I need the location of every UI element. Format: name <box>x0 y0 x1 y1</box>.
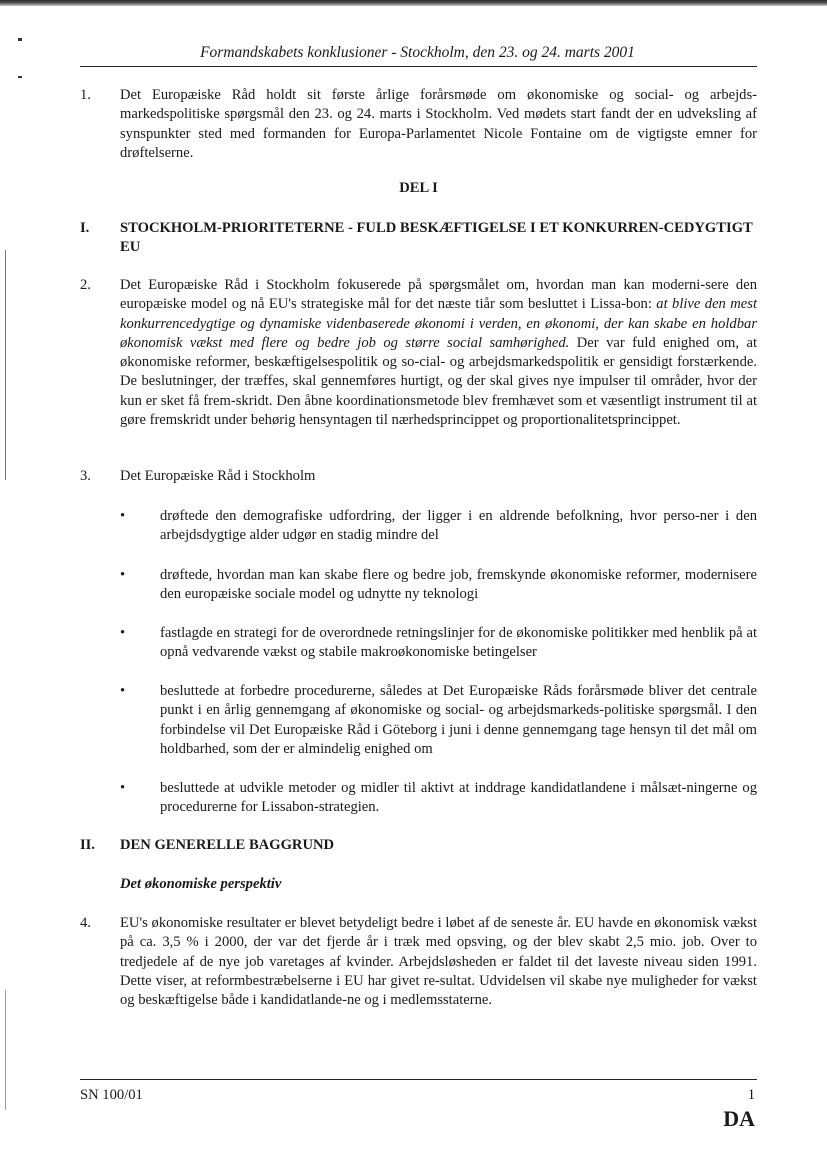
paragraph-1 <box>80 86 757 163</box>
bullet-text: besluttede at udvikle metoder og midler til aktivt at inddrage kandidatlandene i målsæt-ningerne og procedurerne for Lissabon-strategien. <box>160 780 757 816</box>
scan-edge <box>0 0 827 6</box>
bullet-icon: • <box>120 625 126 641</box>
bullet-text: fastlagde en strategi for de overordnede retningslinjer for de økonomiske politikker med henblik på at opnå vedvarende vækst og stabile makroøkonomiske betingelser <box>160 625 757 661</box>
paragraph-2 <box>80 276 757 430</box>
document-reference: SN 100/01 <box>80 1087 143 1103</box>
bullet-item <box>120 507 757 546</box>
scan-mark <box>18 38 22 41</box>
scan-mark <box>5 990 6 1110</box>
paragraph-number: 1. <box>80 87 91 103</box>
section-title: DEN GENERELLE BAGGRUND <box>120 837 335 853</box>
paragraph-italic-quote: at blive den mest konkurrencedygtige og dynamiske videnbaserede økonomi i verden, en økonomi, der kan skabe en holdbar økonomisk vækst med flere og bedre job og større social samhørighed. <box>120 296 758 351</box>
bullet-item <box>120 566 757 605</box>
section-number: I. <box>80 220 90 236</box>
bullet-icon: • <box>120 508 126 524</box>
bullet-item <box>120 624 757 663</box>
bullet-text: drøftede den demografiske udfordring, der ligger i en aldrende befolkning, hvor perso-ner i den arbejdsdygtige alder udgør en stadig mindre del <box>160 508 757 544</box>
paragraph-3 <box>80 467 757 486</box>
paragraph-number: 4. <box>80 915 91 931</box>
bullet-text: besluttede at forbedre procedurerne, således at Det Europæiske Råds forårsmøde bliver det centrale punkt i en årlig gennemgang af økonomiske og social- og arbejdsmarkeds-politiske spørgsmål. I den forbindelse vil Det Europæiske Råd i Göteborg i juni i denne gennemgang tage hensyn til det mål om holdbarhed, som der er almindelig enighed om <box>160 683 757 757</box>
paragraph-text <box>120 276 757 430</box>
paragraph-text-part: Det Europæiske Råd i Stockholm fokuserede på spørgsmålet om, hvordan man kan moderni-sere den europæiske model og nå EU's strategiske mål for det næste tiår som besluttet i Lissa-bon: <box>120 277 757 313</box>
paragraph-number: 3. <box>80 468 91 484</box>
part-title: DEL I <box>399 180 438 196</box>
section-heading-1 <box>80 219 757 258</box>
running-header: Formandskabets konklusioner - Stockholm, den 23. og 24. marts 2001 <box>200 44 635 61</box>
paragraph-text-part: Der var fuld enighed om, at økonomiske reformer, beskæftigelsespolitik og so-cial- og arbejdsmarkedspolitik er gensidigt forstærkende. De beslutninger, der træffes, skal gennemføres hurtigt, og der skal gives nye impulser til områder, hvor der kun er sket få frem-skridt. Den åbne koordinationsmetode blev fremhævet som et væsentligt instrument til at gøre fremskridt under behørig hensyntagen til nærhedsprincippet og proportionalitetsprincippet. <box>120 334 758 429</box>
scan-mark <box>18 76 22 78</box>
bullet-icon: • <box>120 567 126 583</box>
section-title: STOCKHOLM-PRIORITETERNE - FULD BESKÆFTIGELSE I ET KONKURREN-CEDYGTIGT EU <box>120 220 753 256</box>
bullet-text: drøftede, hvordan man kan skabe flere og bedre job, fremskynde økonomiske reformer, modernisere den europæiske sociale model og udnytte ny teknologi <box>160 567 757 603</box>
language-code: DA <box>723 1106 755 1131</box>
footer-rule <box>80 1079 757 1080</box>
bullet-item <box>120 682 757 759</box>
paragraph-text: Det Europæiske Råd holdt sit første årlige forårsmøde om økonomiske og social- og arbejds-markedspolitiske spørgsmål den 23. og 24. marts i Stockholm. Ved mødets start fandt der en udveksling af synspunkter sted med formanden for Europa-Parlamentet Nicole Fontaine om de vigtigste emner for drøftelserne. <box>120 87 757 161</box>
paragraph-text: EU's økonomiske resultater er blevet betydeligt bedre i løbet af de seneste år. EU havde en økonomisk vækst på ca. 3,5 % i 2000, der var det fjerde år i træk med opsving, og der blev skabt 2,5 mio. job. Over to tredjedele af de nye job varetages af kvinder. Arbejdsløsheden er faldet til det laveste niveau siden 1991. Dette viser, at reformbestræbelserne i EU har givet re-sultat. Udvidelsen vil skabe nye muligheder for vækst og beskæftigelse både i kandidatlande-ne og i medlemsstaterne. <box>120 915 757 1009</box>
section-number: II. <box>80 837 96 853</box>
header-rule <box>80 66 757 67</box>
bullet-item <box>120 779 757 818</box>
paragraph-4 <box>80 914 757 1010</box>
paragraph-text: Det Europæiske Råd i Stockholm <box>120 468 316 484</box>
scan-mark <box>5 250 6 480</box>
subheading: Det økonomiske perspektiv <box>120 876 282 892</box>
bullet-icon: • <box>120 780 126 796</box>
paragraph-number: 2. <box>80 277 91 293</box>
page-number: 1 <box>747 1087 755 1103</box>
bullet-icon: • <box>120 683 126 699</box>
section-heading-2 <box>80 836 757 855</box>
